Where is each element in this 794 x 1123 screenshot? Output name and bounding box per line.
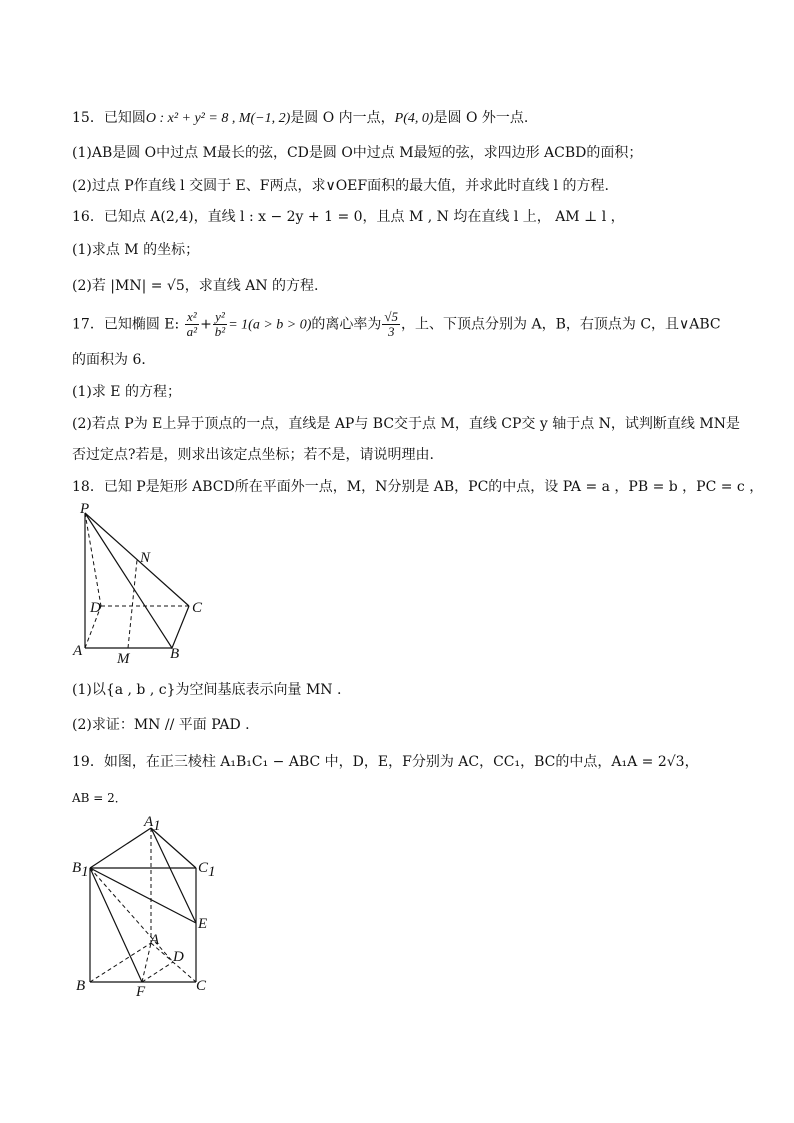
q19-label-C: C	[196, 978, 207, 994]
q18-part2: (2)求证：MN // 平面 PAD .	[72, 717, 250, 733]
q19-label-B1: B1	[72, 860, 89, 880]
q16-stem: 16．已知点 A(2,4)，直线 l : x − 2y + 1 = 0，且点 M , N 均在直线 l 上， AM ⊥ l ，	[72, 209, 625, 225]
q17-frac-e: $\frac{√5}{3}$	[384, 309, 399, 339]
q15-tail: 是圆 O 外一点.	[433, 110, 529, 126]
q16-part2: (2)若 |MN| = √5，求直线 AN 的方程.	[72, 278, 319, 294]
q15-circle-eq: O : x² + y² = 8 , M(−1, 2)	[145, 111, 291, 126]
q18-part1: (1)以{a , b , c}为空间基底表示向量 MN .	[72, 682, 342, 698]
q19-label-A: A	[150, 932, 160, 948]
q18-stem: 18．已知 P是矩形 ABCD所在平面外一点，M，N分别是 AB，PC的中点，设 PA = a ，PB = b ，PC = c ，	[72, 479, 764, 495]
q17-part2b: 否过定点?若是，则求出该定点坐标；若不是，请说明理由.	[72, 447, 434, 463]
q15-head: 15．已知圆	[72, 110, 146, 126]
q15-stem	[72, 108, 732, 129]
q18-label-D: D	[90, 600, 101, 616]
q19-label-A1: A1	[144, 814, 161, 834]
q17-eq: = 1(a > b > 0)	[228, 317, 312, 333]
q19-stem-cont: AB = 2．	[72, 791, 127, 805]
q18-label-M: M	[117, 651, 130, 667]
q18-label-B: B	[170, 646, 180, 662]
q15-part2: (2)过点 P作直线 l 交圆于 E、F两点，求∨OEF面积的最大值，并求此时直线 l 的方程.	[72, 178, 609, 194]
q17-stem-cont: 的面积为 6．	[72, 352, 156, 368]
q18-label-P: P	[80, 501, 90, 517]
q15-point: P(4, 0)	[394, 111, 434, 126]
q18-label-A: A	[73, 643, 83, 659]
q19-stem: 19．如图，在正三棱柱 A₁B₁C₁ − ABC 中，D，E，F分别为 AC，CC₁，BC的中点，A₁A = 2√3，	[72, 754, 699, 770]
q17-stem: 17．已知椭圆 E: $\frac{\text{x²}}{\text{a²}}$ + $\frac{\text{y²}}{\text{b²}}$ = 1(a > b > 0)的离心率为 $\frac{√5}{3}$ ，上、下顶点分别为 A，B，右顶点为 C，且∨ABC	[72, 309, 721, 339]
q19-label-B: B	[76, 978, 86, 994]
q19-label-E: E	[198, 916, 208, 932]
q17-head: 17．已知椭圆 E:	[72, 316, 180, 333]
q19-label-C1: C1	[198, 860, 216, 880]
q19-label-D: D	[173, 949, 184, 965]
q16-part1: (1)求点 M 的坐标；	[72, 242, 200, 258]
q19-prism-figure	[70, 810, 230, 1000]
q17-part1: (1)求 E 的方程；	[72, 384, 181, 400]
q17-frac-x: $\frac{\text{x²}}{\text{a²}}$	[186, 309, 198, 339]
q18-label-N: N	[140, 550, 151, 566]
q19-label-F: F	[136, 984, 146, 1000]
q17-mid: 的离心率为	[311, 316, 382, 333]
q18-pyramid-figure	[70, 500, 220, 670]
q17-frac-y: $\frac{\text{y²}}{\text{b²}}$	[214, 309, 226, 339]
q17-tail: ，上、下顶点分别为 A，B，右顶点为 C，且∨ABC	[401, 316, 721, 333]
q18-label-C: C	[192, 600, 203, 616]
q17-part2a: (2)若点 P为 E上异于顶点的一点，直线是 AP与 BC交于点 M，直线 CP交 y 轴于点 N，试判断直线 MN是	[72, 416, 740, 432]
q15-mid: 是圆 O 内一点，	[290, 110, 395, 126]
q15-part1: (1)AB是圆 O中过点 M最长的弦，CD是圆 O中过点 M最短的弦，求四边形 ACBD的面积；	[72, 145, 643, 161]
